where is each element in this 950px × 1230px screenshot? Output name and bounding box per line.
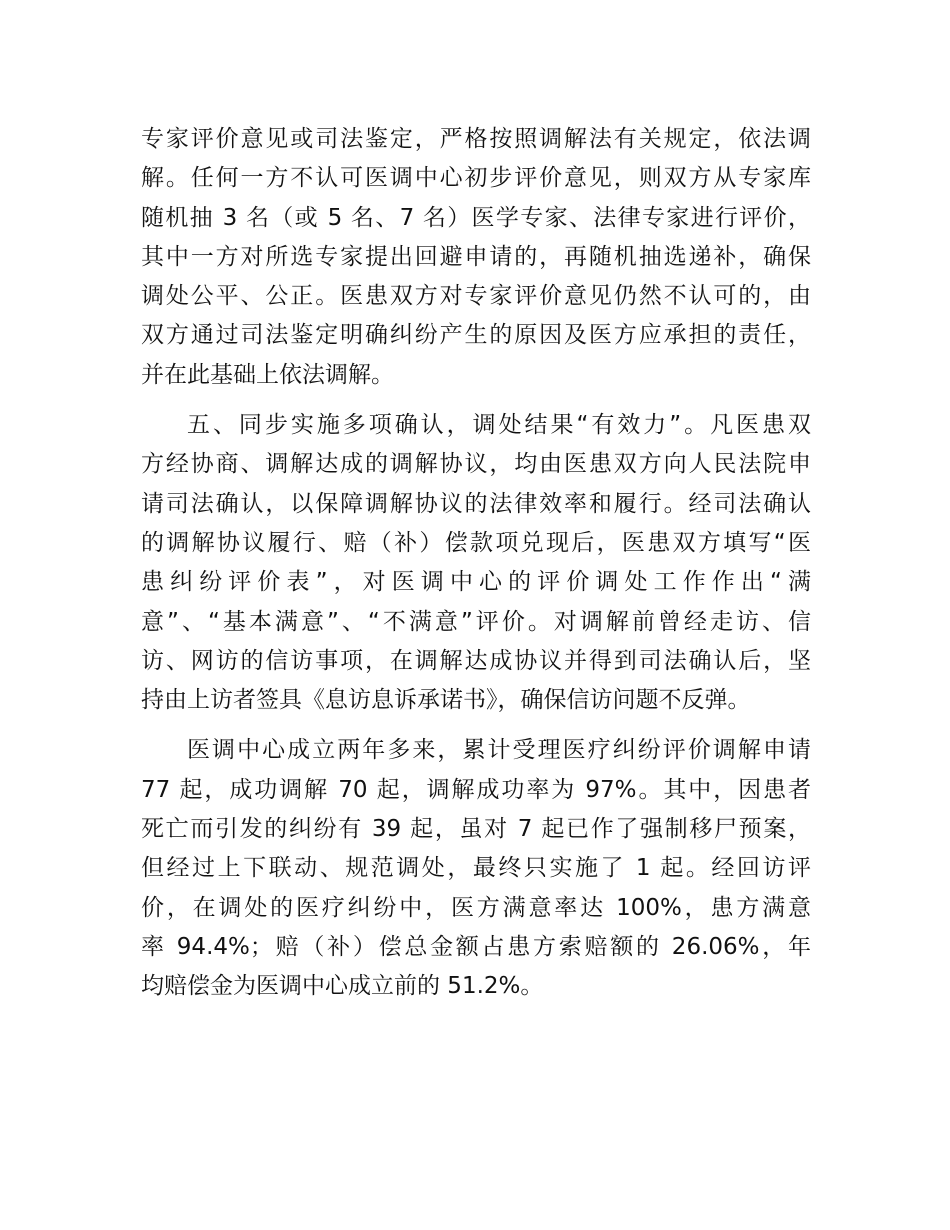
document-body: [141, 120, 811, 1007]
text-line: 双方通过司法鉴定明确纠纷产生的原因及医方应承担的责任，: [141, 322, 811, 349]
text-line: 的调解协议履行、赔（补）偿款项兑现后，医患双方填写“医: [141, 529, 811, 556]
text-line: 解。任何一方不认可医调中心初步评价意见，则双方从专家库: [141, 165, 811, 192]
text-line: 请司法确认，以保障调解协议的法律效率和履行。经司法确认: [141, 490, 811, 517]
text-line: 77 起，成功调解 70 起，调解成功率为 97%。其中，因患者: [141, 776, 811, 803]
text-line: 其中一方对所选专家提出回避申请的，再随机抽选递补，确保: [141, 243, 811, 270]
text-line: 患纠纷评价表”，对医调中心的评价调处工作作出“满: [141, 569, 811, 596]
text-line: 方经协商、调解达成的调解协议，均由医患双方向人民法院申: [141, 451, 811, 478]
text-line: 并在此基础上依法调解。: [141, 361, 394, 388]
text-line: 医调中心成立两年多来，累计受理医疗纠纷评价调解申请: [187, 737, 811, 764]
paragraph-section-five: [141, 406, 811, 720]
text-line: 专家评价意见或司法鉴定，严格按照调解法有关规定，依法调: [141, 126, 811, 152]
text-line: 访、网访的信访事项，在调解达成协议并得到司法确认后，坚: [141, 647, 811, 674]
paragraph-spacer: [141, 395, 811, 406]
paragraph-spacer: [141, 720, 811, 731]
text-line: 调处公平、公正。医患双方对专家评价意见仍然不认可的，由: [141, 283, 811, 310]
text-line: 意”、“基本满意”、“不满意”评价。对调解前曾经走访、信: [141, 608, 811, 635]
text-line: 死亡而引发的纠纷有 39 起，虽对 7 起已作了强制移尸预案，: [141, 816, 811, 843]
paragraph-statistics: [141, 731, 811, 1006]
text-line: 随机抽 3 名（或 5 名、7 名）医学专家、法律专家进行评价，: [141, 204, 811, 231]
text-line: 五、同步实施多项确认，调处结果“有效力”。凡医患双: [187, 412, 811, 439]
text-line: 但经过上下联动、规范调处，最终只实施了 1 起。经回访评: [141, 855, 811, 882]
text-line: 均赔偿金为医调中心成立前的 51.2%。: [141, 973, 544, 1000]
text-line: 率 94.4%；赔（补）偿总金额占患方索赔额的 26.06%，年: [141, 933, 811, 960]
text-line: 持由上访者签具《息访息诉承诺书》，确保信访问题不反弹。: [141, 687, 751, 714]
paragraph-expert-evaluation: [141, 120, 811, 395]
text-line: 价，在调处的医疗纠纷中，医方满意率达 100%，患方满意: [141, 894, 811, 921]
